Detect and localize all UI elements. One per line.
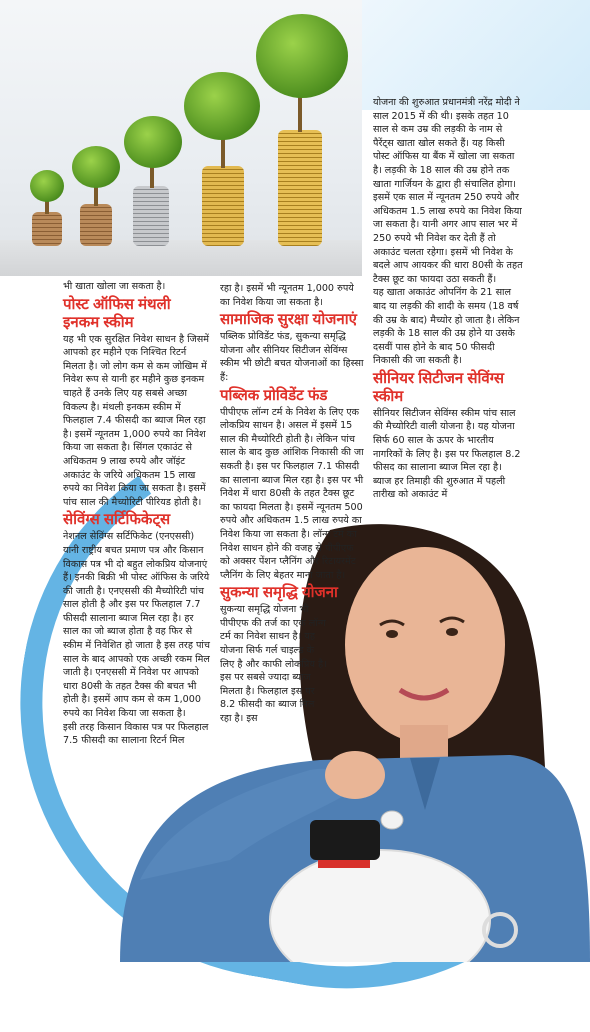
coin-stack — [80, 204, 112, 246]
article-column-3 — [373, 96, 523, 502]
section-heading-savings-certificates: सेविंग्स सर्टिफिकेट्स — [63, 511, 171, 529]
tree-crown — [72, 146, 120, 188]
paragraph: इसी तरह किसान विकास पत्र पर फिलहाल 7.5 फीसदी का सालाना रिटर्न मिल — [63, 721, 209, 747]
section-heading-social-security-schemes: सामाजिक सुरक्षा योजनाएं — [220, 311, 357, 329]
tree-crown — [30, 170, 64, 202]
paragraph: यह भी एक सुरक्षित निवेश साधन है जिसमें आपको हर महीने एक निश्चित रिटर्न मिलता है। जो लोग कम से कम जोखिम में निवेश रूप से यानी हर महीने कुछ इनकम चाहते हैं उनके लिए यह सबसे अच्छा विकल्प है। मंथली इनकम स्कीम में फिलहाल 7.4 फीसदी का ब्याज मिल रहा है। इसमें न्यूनतम 1,000 रुपये का निवेश किया जा सकता है। सिंगल एकाउंट से अधिकतम 9 लाख रुपये और जॉइंट अकाउंट के जरिये अधिकतम 15 लाख रुपये का निवेश किया जा सकता है। इसमें पांच साल की मैच्योरिटी पीरियड होती है। — [63, 333, 209, 508]
coin-stack — [278, 130, 322, 246]
paragraph: भी खाता खोला जा सकता है। — [63, 281, 166, 292]
face — [345, 547, 505, 743]
article-column-2 — [220, 282, 365, 726]
section-heading-post-office-monthly-income: पोस्ट ऑफिस मंथली इनकम स्कीम — [63, 295, 171, 331]
paragraph: पब्लिक प्रोविडेंट फंड, सुकन्या समृद्धि योजना और सीनियर सिटीजन सेविंग्स स्कीम भी छोटी बचत योजनाओं का हिस्सा हैं: — [220, 331, 364, 383]
coin — [381, 811, 403, 829]
coin-stack — [202, 166, 244, 246]
hand — [325, 751, 385, 799]
paragraph: रहा है। इसमें भी न्यूनतम 1,000 रुपये का निवेश किया जा सकता है। — [220, 283, 354, 308]
paragraph: पीपीएफ लॉन्ग टर्म के निवेश के लिए एक लोकप्रिय साधन है। असल में इसमें 15 साल की मैच्योरिटी होती है। लेकिन पांच साल के बाद कुछ आंशिक निकासी की जा सकती है। इस पर फिलहाल 7.1 फीसदी का सालाना ब्याज मिल रहा है। इस पर भी निवेश में धारा 80सी के तहत टैक्स छूट का फायदा मिलता है। इसमें न्यूनतम 500 रुपये और अधिकतम 1.5 लाख रुपये का निवेश किया जा सकता है। लॉन्ग टर्म का निवेश साधन होने की वजह से पीपीएफ को अक्सर पेंशन प्लैनिंग और रिटायरमेंट प्लैनिंग के लिए बेहतर माना जाता है। — [220, 406, 364, 581]
paragraph: नेशनल सेविंग्स सर्टिफिकेट (एनएससी) यानी राष्ट्रीय बचत प्रमाण पत्र और किसान विकास पत्र भी दो बहुत लोकप्रिय योजनाएं हैं। इनकी बिक्री भी पोस्ट ऑफिस के जरिये की जाती है। एनएससी की मैच्योरिटी पांच साल होती है और इस पर फिलहाल 7.7 फीसदी सालाना ब्याज मिल रहा है। हर साल का जो ब्याज होता है वह फिर से स्कीम में निवेशित हो जाता है इस तरह पांच साल के बाद आपको एक अच्छी रकम मिल जाती है। एनएससी में निवेश पर आपको धारा 80सी के तहत टैक्स की बचत भी होती है। इसमें आप कम से कम 1,000 रुपये का निवेश किया जा सकता है। — [63, 531, 211, 720]
paragraph: योजना की शुरुआत प्रधानमंत्री नरेंद्र मोदी ने साल 2015 में की थी। इसके तहत 10 साल से कम उम्र की लड़की के नाम से पैरेंट्स खाता खोल सकते हैं। यह किसी पोस्ट ऑफिस या बैंक में खोला जा सकता है। लड़की के 18 साल की उम्र होने तक खाता गार्जियन के द्वारा ही संचालित होगा। इसमें एक साल में न्यूनतम 250 रुपये और अधिकतम 1.5 लाख रुपये का निवेश किया जा सकता है। यानी अगर आप साल भर में 250 रुपये भी निवेश कर देती हैं तो अकाउंट चलता रहेगा। इसमें भी निवेश के बदले आप आयकर की धारा 80सी के तहत टैक्स छूट का फायदा उठा सकती हैं। — [373, 97, 523, 285]
tree-crown — [184, 72, 260, 140]
paragraph: यह खाता अकाउंट ओपनिंग के 21 साल बाद या लड़की की शादी के समय (18 वर्ष की उम्र के बाद) मैच्योर हो जाता है। लेकिन लड़की के 18 साल की उम्र होने या उसके दसवीं पास होने के बाद 50 फीसदी निकासी की जा सकती है। — [373, 287, 520, 367]
tree-crown — [256, 14, 348, 98]
hero-money-trees-image — [0, 0, 362, 276]
coin-stack — [32, 212, 62, 246]
paragraph: सीनियर सिटीजन सेविंग्स स्कीम पांच साल की मैच्योरिटी वाली योजना है। यह योजना सिर्फ 60 साल के ऊपर के भारतीय नागरिकों के लिए है। इस पर फिलहाल 8.2 फीसद का सालाना ब्याज मिल रहा है। ब्याज हर तिमाही की शुरुआत में पहली तारीख को अकाउंट में — [373, 407, 521, 501]
section-heading-public-provident-fund: पब्लिक प्रोविडेंट फंड — [220, 386, 328, 404]
section-heading-senior-citizen-savings: सीनियर सिटीजन सेविंग्स स्कीम — [373, 369, 505, 405]
tree-crown — [124, 116, 182, 168]
paragraph: सुकन्या समृद्धि योजना भी पीपीएफ की तर्ज का एक लॉन्ग टर्म का निवेश साधन है। यह योजना सिर्फ गर्ल चाइल्ड के लिए है और काफी लोकप्रिय है। इस पर सबसे ज्यादा ब्याज मिलता है। फिलहाल इस पर 8.2 फीसदी का ब्याज मिल रहा है। इस — [220, 604, 327, 725]
light-blue-panel — [362, 0, 590, 110]
article-column-1 — [63, 280, 211, 748]
coin-stack — [133, 186, 169, 246]
section-heading-sukanya-samriddhi: सुकन्या समृद्धि योजना — [220, 584, 338, 602]
